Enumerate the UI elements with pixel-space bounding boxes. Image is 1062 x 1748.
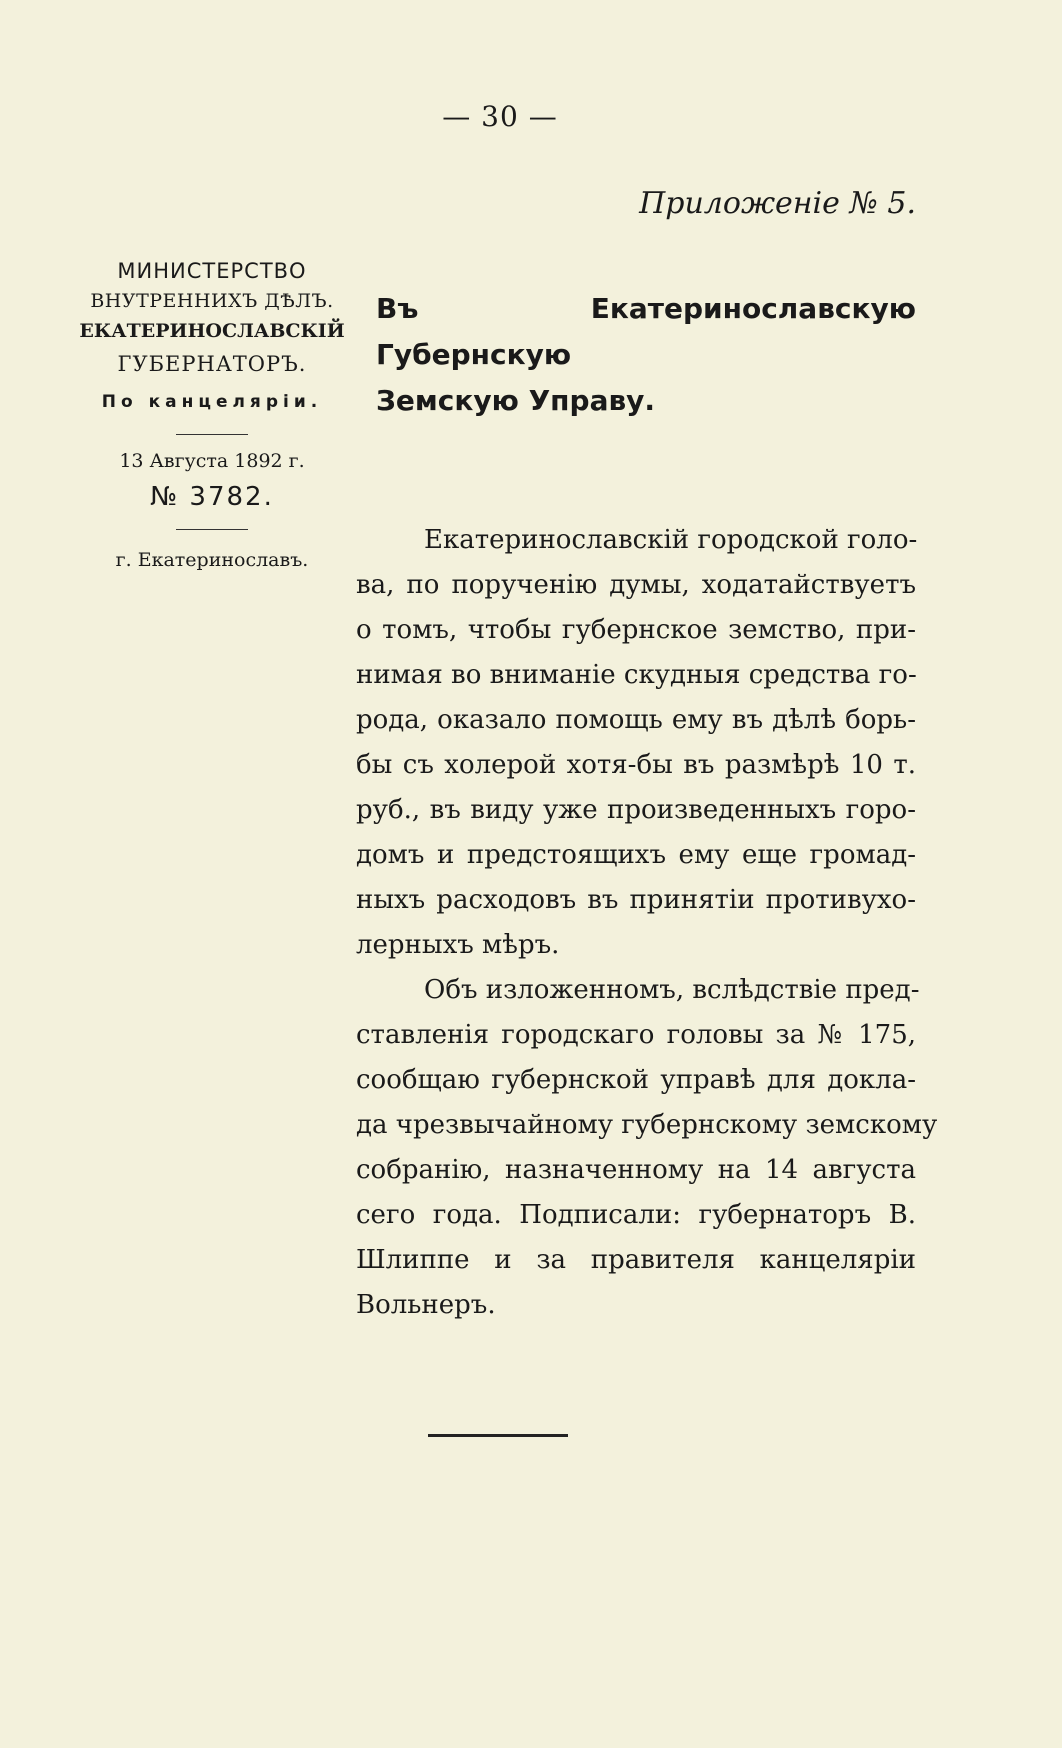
body-line: Шлиппе и за правителя канцеляріи [356,1245,916,1275]
letter-body [356,518,938,1328]
end-rule [428,1434,568,1437]
letter-city: г. Екатеринославъ. [115,549,309,571]
letter-date: 13 Августа 1892 г. [119,450,305,472]
body-line: сего года. Подписали: губернаторъ В. [356,1200,916,1230]
body-line: Екатеринославскій городской голо- [424,525,918,555]
body-line: сообщаю губернской управѣ для докла- [356,1065,916,1095]
body-line: лерныхъ мѣръ. [356,930,560,960]
body-line: собранію, назначенному на 14 августа [356,1155,916,1185]
heading-line-2: Земскую Управу. [376,384,656,417]
body-line: о томъ, чтобы губернское земство, при- [356,615,916,645]
body-line: нимая во вниманіе скудныя средства го- [356,660,917,690]
appendix-label: Приложеніе № 5. [639,186,916,221]
body-line: бы съ холерой хотя-бы въ размѣрѣ 10 т. [356,750,916,780]
heading-line-1: Въ Екатеринославскую Губернскую [376,292,916,371]
paragraph-2 [356,968,938,1328]
office-line: По канцеляріи. [101,392,323,412]
paragraph-1 [356,518,916,968]
page-number: — 30 — [442,100,558,133]
governor-line: ГУБЕРНАТОРЪ. [117,352,307,376]
letter-number: № 3782. [150,482,274,512]
letterhead-sidebar [78,256,346,576]
body-line: ныхъ расходовъ въ принятіи противухо- [356,885,916,915]
ministry-line: МИНИСТЕРСТВО [117,259,307,283]
governor-region-line: ЕКАТЕРИНОСЛАВСКІЙ [79,320,345,342]
body-line: домъ и предстоящихъ ему еще громад- [356,840,916,870]
sidebar-divider-2 [176,529,248,530]
body-line: ва, по порученію думы, ходатайствуетъ [356,570,916,600]
body-line: Объ изложенномъ, вслѣдствіе пред- [424,975,920,1005]
internal-affairs-line: ВНУТРЕННИХЪ ДѢЛЪ. [90,290,334,312]
body-line: руб., въ виду уже произведенныхъ горо- [356,795,916,825]
body-line: Вольнеръ. [356,1290,496,1320]
body-line: ставленія городскаго головы за № 175, [356,1020,916,1050]
sidebar-divider [176,434,248,435]
body-line: рода, оказало помощь ему въ дѣлѣ борь- [356,705,916,735]
addressee-heading [376,286,916,424]
body-line: да чрезвычайному губернскому земскому [356,1110,938,1140]
